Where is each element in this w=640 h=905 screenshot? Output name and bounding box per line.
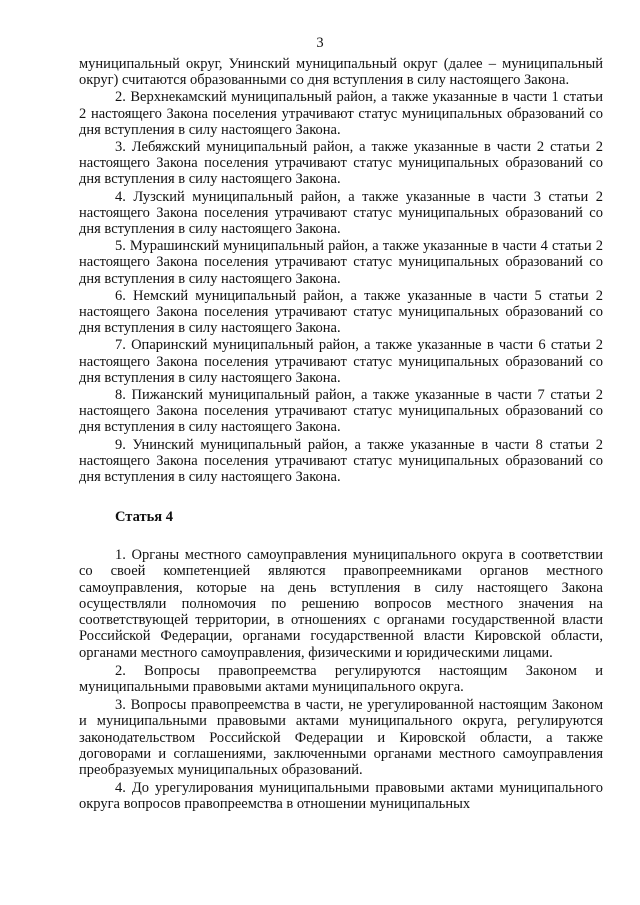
- article4-heading: Статья 4: [115, 509, 173, 526]
- article3-part-4: 4. Лузский муниципальный район, а также указанные в части 3 статьи 2 настоящего Закона поселения утрачивают статус муниципальных образований со дня вступления в силу настоящего Закона.: [79, 188, 603, 238]
- page-number: 3: [316, 35, 324, 51]
- article3-continuation: муниципальный округ, Унинский муниципальный округ (далее – муниципальный округ) считаются образованными со дня вступления в силу настоящего Закона.: [79, 56, 603, 89]
- article3-part-2: 2. Верхнекамский муниципальный район, а также указанные в части 1 статьи 2 настоящего Закона поселения утрачивают статус муниципальных образований со дня вступления в силу настоящего Закона.: [79, 89, 603, 138]
- article3-part-7: 7. Опаринский муниципальный район, а также указанные в части 6 статьи 2 настоящего Закона поселения утрачивают статус муниципальных образований со дня вступления в силу настоящего Закона.: [79, 337, 603, 386]
- article3-part-8: 8. Пижанский муниципальный район, а также указанные в части 7 статьи 2 настоящего Закона поселения утрачивают статус муниципальных образований со дня вступления в силу настоящего Закона.: [79, 387, 603, 436]
- article4-part-2: 2. Вопросы правопреемства регулируются настоящим Законом и муниципальными правовыми актами муниципального округа.: [79, 662, 603, 695]
- article4-part-4: 4. До урегулирования муниципальными правовыми актами муниципального округа вопросов правопреемства в отношении муниципальных: [79, 780, 603, 813]
- article3-part-5: 5. Мурашинский муниципальный район, а также указанные в части 4 статьи 2 настоящего Закона поселения утрачивают статус муниципальных образований со дня вступления в силу настоящего Закона.: [79, 238, 603, 287]
- article3-part-6: 6. Немский муниципальный район, а также указанные в части 5 статьи 2 настоящего Закона поселения утрачивают статус муниципальных образований со дня вступления в силу настоящего Закона.: [79, 287, 603, 337]
- document-body: [79, 56, 603, 813]
- article4-part-1: 1. Органы местного самоуправления муниципального округа в соответствии со своей компетенцией являются правопреемниками органов местного самоуправления, которые на день вступления в силу настоящего Закона осуществляли полномочия по решению вопросов местного значения на соответствующей территории, в отношениях с органами государственной власти Российской Федерации, органами государственной власти Кировской области, органами местного самоуправления, физическими и юридическими лицами.: [79, 547, 603, 661]
- article4-part-3: 3. Вопросы правопреемства в части, не урегулированной настоящим Законом и муниципальными правовыми актами муниципального округа, регулируются законодательством Российской Федерации и Кировской области, а также договорами и соглашениями, заключенными органами местного самоуправления преобразуемых муниципальных образований.: [79, 697, 603, 778]
- article3-part-3: 3. Лебяжский муниципальный район, а также указанные в части 2 статьи 2 настоящего Закона поселения утрачивают статус муниципальных образований со дня вступления в силу настоящего Закона.: [79, 139, 603, 188]
- article3-part-9: 9. Унинский муниципальный район, а также указанные в части 8 статьи 2 настоящего Закона поселения утрачивают статус муниципальных образований со дня вступления в силу настоящего Закона.: [79, 436, 603, 486]
